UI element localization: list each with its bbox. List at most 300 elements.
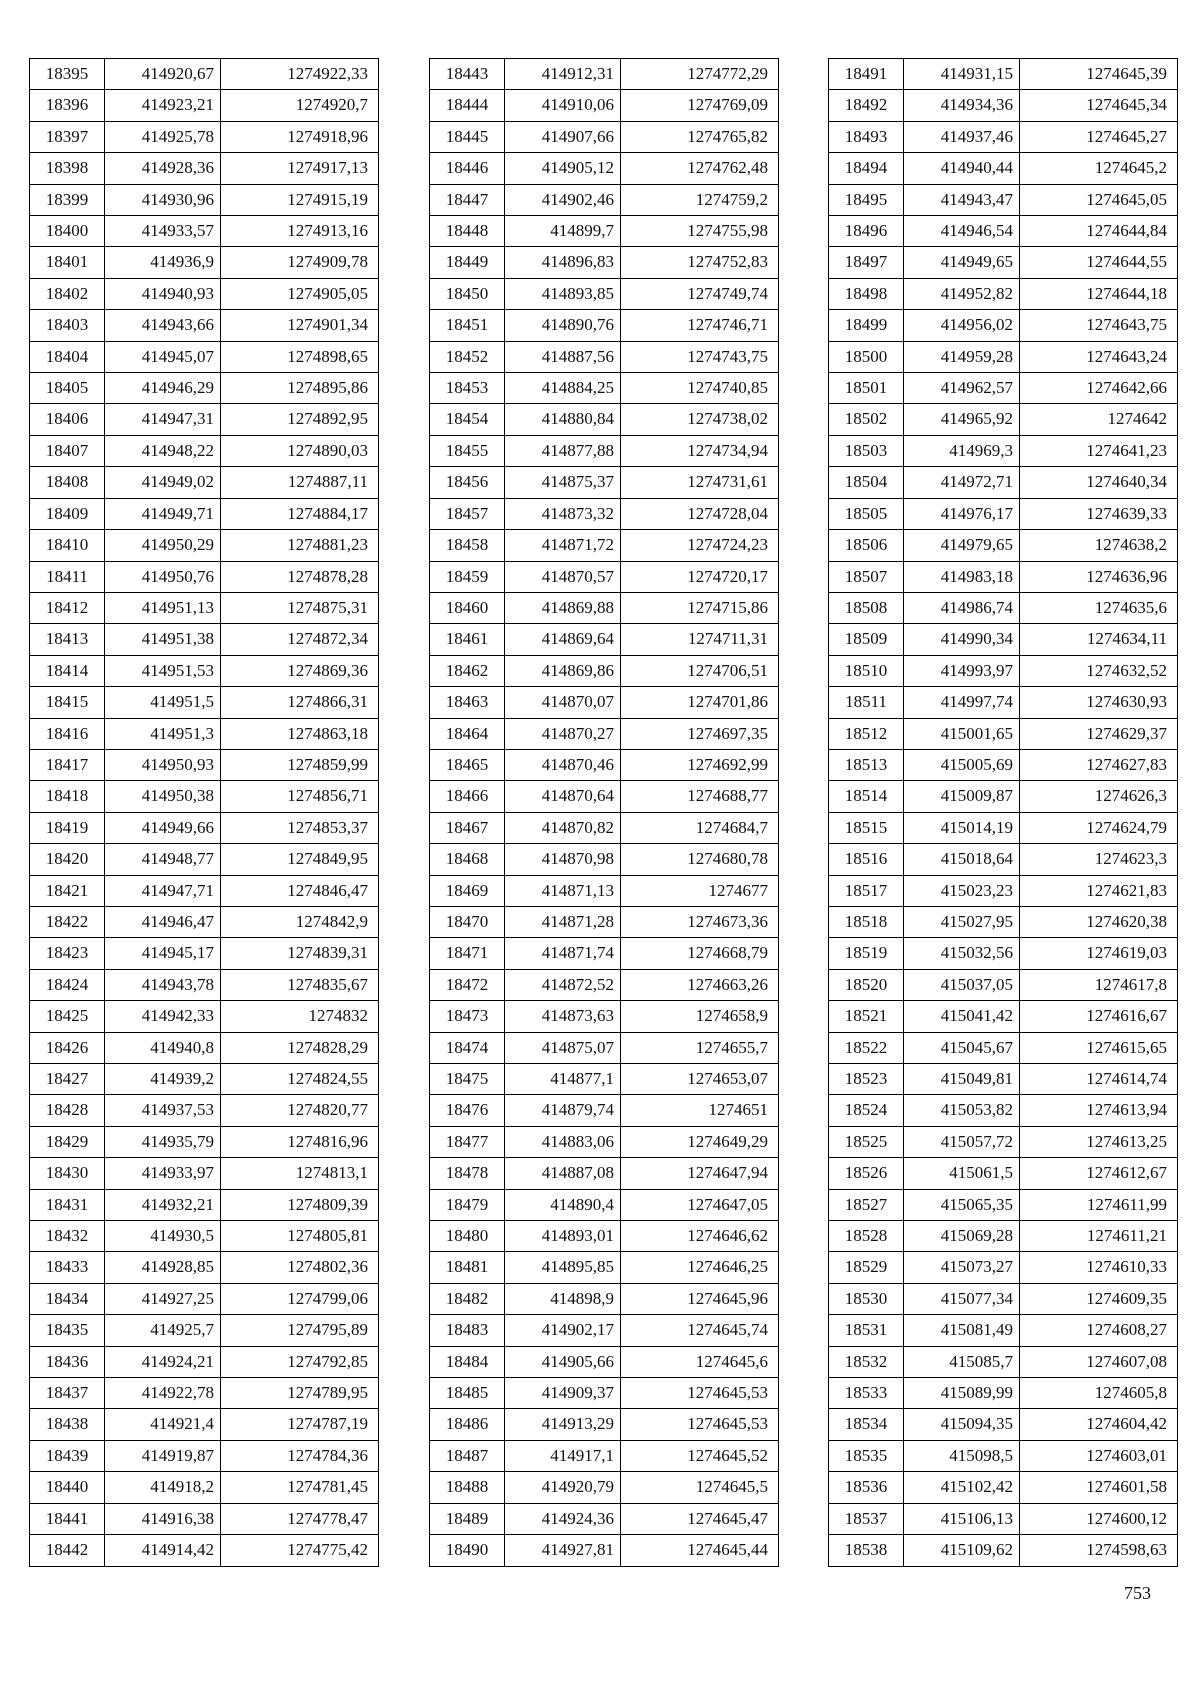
point-number-cell: 18448 (430, 216, 505, 247)
x-coordinate-cell: 414951,13 (105, 592, 221, 623)
x-coordinate-cell: 415009,87 (904, 781, 1020, 812)
table-row (829, 1503, 1178, 1534)
x-coordinate-cell: 414936,9 (105, 247, 221, 278)
x-coordinate-cell: 414939,2 (105, 1064, 221, 1095)
x-coordinate-cell: 414972,71 (904, 467, 1020, 498)
y-coordinate-cell: 1274828,29 (221, 1032, 379, 1063)
table-row (829, 1064, 1178, 1095)
table-row (829, 1001, 1178, 1032)
point-number-cell: 18427 (30, 1064, 105, 1095)
point-number-cell: 18410 (30, 530, 105, 561)
point-number-cell: 18474 (430, 1032, 505, 1063)
y-coordinate-cell: 1274866,31 (221, 687, 379, 718)
point-number-cell: 18432 (30, 1221, 105, 1252)
x-coordinate-cell: 414905,12 (505, 153, 621, 184)
y-coordinate-cell: 1274692,99 (621, 749, 779, 780)
y-coordinate-cell: 1274734,94 (621, 435, 779, 466)
x-coordinate-cell: 414950,38 (105, 781, 221, 812)
x-coordinate-cell: 414902,46 (505, 184, 621, 215)
point-number-cell: 18441 (30, 1503, 105, 1534)
x-coordinate-cell: 414870,07 (505, 687, 621, 718)
y-coordinate-cell: 1274765,82 (621, 121, 779, 152)
y-coordinate-cell: 1274621,83 (1020, 875, 1178, 906)
table-row (430, 184, 779, 215)
table-row (430, 247, 779, 278)
table-row (829, 1440, 1178, 1471)
table-row (430, 216, 779, 247)
table-row (30, 184, 379, 215)
point-number-cell: 18435 (30, 1315, 105, 1346)
y-coordinate-cell: 1274869,36 (221, 655, 379, 686)
point-number-cell: 18430 (30, 1158, 105, 1189)
table-row (430, 844, 779, 875)
table-row (430, 278, 779, 309)
point-number-cell: 18512 (829, 718, 904, 749)
point-number-cell: 18471 (430, 938, 505, 969)
x-coordinate-cell: 415089,99 (904, 1378, 1020, 1409)
y-coordinate-cell: 1274644,55 (1020, 247, 1178, 278)
table-row (430, 1064, 779, 1095)
y-coordinate-cell: 1274749,74 (621, 278, 779, 309)
y-coordinate-cell: 1274636,96 (1020, 561, 1178, 592)
page-number: 753 (1124, 1583, 1151, 1603)
point-number-cell: 18403 (30, 310, 105, 341)
y-coordinate-cell: 1274809,39 (221, 1189, 379, 1220)
table-row (430, 781, 779, 812)
table-row (430, 1535, 779, 1566)
table-row (30, 310, 379, 341)
y-coordinate-cell: 1274701,86 (621, 687, 779, 718)
x-coordinate-cell: 414946,54 (904, 216, 1020, 247)
table-row (430, 1126, 779, 1157)
point-number-cell: 18438 (30, 1409, 105, 1440)
table-row (30, 1221, 379, 1252)
point-number-cell: 18529 (829, 1252, 904, 1283)
x-coordinate-cell: 414910,06 (505, 90, 621, 121)
x-coordinate-cell: 414884,25 (505, 373, 621, 404)
x-coordinate-cell: 414943,66 (105, 310, 221, 341)
point-number-cell: 18527 (829, 1189, 904, 1220)
point-number-cell: 18517 (829, 875, 904, 906)
point-number-cell: 18434 (30, 1283, 105, 1314)
point-number-cell: 18436 (30, 1346, 105, 1377)
x-coordinate-cell: 415005,69 (904, 749, 1020, 780)
x-coordinate-cell: 414983,18 (904, 561, 1020, 592)
y-coordinate-cell: 1274813,1 (221, 1158, 379, 1189)
y-coordinate-cell: 1274740,85 (621, 373, 779, 404)
point-number-cell: 18459 (430, 561, 505, 592)
y-coordinate-cell: 1274600,12 (1020, 1503, 1178, 1534)
table-row (30, 749, 379, 780)
y-coordinate-cell: 1274859,99 (221, 749, 379, 780)
point-number-cell: 18454 (430, 404, 505, 435)
table-row (829, 341, 1178, 372)
y-coordinate-cell: 1274645,27 (1020, 121, 1178, 152)
point-number-cell: 18537 (829, 1503, 904, 1534)
x-coordinate-cell: 414927,81 (505, 1535, 621, 1566)
x-coordinate-cell: 415094,35 (904, 1409, 1020, 1440)
y-coordinate-cell: 1274872,34 (221, 624, 379, 655)
point-number-cell: 18473 (430, 1001, 505, 1032)
table-row (430, 498, 779, 529)
point-number-cell: 18453 (430, 373, 505, 404)
y-coordinate-cell: 1274731,61 (621, 467, 779, 498)
point-number-cell: 18457 (430, 498, 505, 529)
x-coordinate-cell: 414949,71 (105, 498, 221, 529)
table-row (30, 278, 379, 309)
x-coordinate-cell: 414873,32 (505, 498, 621, 529)
table-row (30, 592, 379, 623)
table-row (30, 844, 379, 875)
point-number-cell: 18500 (829, 341, 904, 372)
x-coordinate-cell: 414871,28 (505, 906, 621, 937)
y-coordinate-cell: 1274778,47 (221, 1503, 379, 1534)
y-coordinate-cell: 1274630,93 (1020, 687, 1178, 718)
y-coordinate-cell: 1274642,66 (1020, 373, 1178, 404)
x-coordinate-cell: 414951,3 (105, 718, 221, 749)
x-coordinate-cell: 414890,4 (505, 1189, 621, 1220)
y-coordinate-cell: 1274905,05 (221, 278, 379, 309)
x-coordinate-cell: 414947,31 (105, 404, 221, 435)
table-row (430, 812, 779, 843)
point-number-cell: 18439 (30, 1440, 105, 1471)
y-coordinate-cell: 1274640,34 (1020, 467, 1178, 498)
y-coordinate-cell: 1274853,37 (221, 812, 379, 843)
y-coordinate-cell: 1274627,83 (1020, 749, 1178, 780)
table-row (430, 59, 779, 90)
point-number-cell: 18466 (430, 781, 505, 812)
x-coordinate-cell: 414930,96 (105, 184, 221, 215)
y-coordinate-cell: 1274623,3 (1020, 844, 1178, 875)
x-coordinate-cell: 414871,72 (505, 530, 621, 561)
y-coordinate-cell: 1274601,58 (1020, 1472, 1178, 1503)
table-row (30, 1346, 379, 1377)
point-number-cell: 18528 (829, 1221, 904, 1252)
table-row (30, 655, 379, 686)
table-row (30, 59, 379, 90)
x-coordinate-cell: 414965,92 (904, 404, 1020, 435)
table-row (30, 1409, 379, 1440)
table-row (829, 121, 1178, 152)
table-row (30, 1126, 379, 1157)
y-coordinate-cell: 1274605,8 (1020, 1378, 1178, 1409)
y-coordinate-cell: 1274603,01 (1020, 1440, 1178, 1471)
y-coordinate-cell: 1274658,9 (621, 1001, 779, 1032)
x-coordinate-cell: 414937,53 (105, 1095, 221, 1126)
point-number-cell: 18532 (829, 1346, 904, 1377)
y-coordinate-cell: 1274711,31 (621, 624, 779, 655)
x-coordinate-cell: 414912,31 (505, 59, 621, 90)
point-number-cell: 18433 (30, 1252, 105, 1283)
point-number-cell: 18480 (430, 1221, 505, 1252)
table-row (430, 969, 779, 1000)
point-number-cell: 18486 (430, 1409, 505, 1440)
x-coordinate-cell: 414902,17 (505, 1315, 621, 1346)
table-row (30, 498, 379, 529)
table-row (829, 844, 1178, 875)
table-row (30, 906, 379, 937)
point-number-cell: 18494 (829, 153, 904, 184)
y-coordinate-cell: 1274642 (1020, 404, 1178, 435)
y-coordinate-cell: 1274635,6 (1020, 592, 1178, 623)
table-row (829, 1535, 1178, 1566)
x-coordinate-cell: 414879,74 (505, 1095, 621, 1126)
y-coordinate-cell: 1274645,05 (1020, 184, 1178, 215)
y-coordinate-cell: 1274643,24 (1020, 341, 1178, 372)
table-row (829, 1126, 1178, 1157)
x-coordinate-cell: 414887,56 (505, 341, 621, 372)
table-row (430, 906, 779, 937)
table-row (30, 1315, 379, 1346)
y-coordinate-cell: 1274646,25 (621, 1252, 779, 1283)
table-row (30, 1158, 379, 1189)
point-number-cell: 18395 (30, 59, 105, 90)
point-number-cell: 18502 (829, 404, 904, 435)
x-coordinate-cell: 414924,36 (505, 1503, 621, 1534)
point-number-cell: 18444 (430, 90, 505, 121)
x-coordinate-cell: 414951,53 (105, 655, 221, 686)
y-coordinate-cell: 1274645,6 (621, 1346, 779, 1377)
table-row (430, 938, 779, 969)
table-row (30, 1378, 379, 1409)
table-row (30, 121, 379, 152)
point-number-cell: 18408 (30, 467, 105, 498)
y-coordinate-cell: 1274784,36 (221, 1440, 379, 1471)
table-row (430, 1283, 779, 1314)
y-coordinate-cell: 1274835,67 (221, 969, 379, 1000)
table-row (829, 969, 1178, 1000)
y-coordinate-cell: 1274620,38 (1020, 906, 1178, 937)
y-coordinate-cell: 1274824,55 (221, 1064, 379, 1095)
table-row (430, 1409, 779, 1440)
x-coordinate-cell: 414924,21 (105, 1346, 221, 1377)
y-coordinate-cell: 1274639,33 (1020, 498, 1178, 529)
x-coordinate-cell: 414950,93 (105, 749, 221, 780)
x-coordinate-cell: 414940,8 (105, 1032, 221, 1063)
table-row (30, 1189, 379, 1220)
table-row (829, 1283, 1178, 1314)
x-coordinate-cell: 415077,34 (904, 1283, 1020, 1314)
x-coordinate-cell: 414937,46 (904, 121, 1020, 152)
table-row (829, 1378, 1178, 1409)
point-number-cell: 18409 (30, 498, 105, 529)
x-coordinate-cell: 414942,33 (105, 1001, 221, 1032)
table-row (430, 1158, 779, 1189)
table-row (829, 718, 1178, 749)
point-number-cell: 18468 (430, 844, 505, 875)
table-row (430, 1315, 779, 1346)
point-number-cell: 18428 (30, 1095, 105, 1126)
x-coordinate-cell: 414869,88 (505, 592, 621, 623)
x-coordinate-cell: 414959,28 (904, 341, 1020, 372)
table-row (829, 90, 1178, 121)
y-coordinate-cell: 1274645,34 (1020, 90, 1178, 121)
x-coordinate-cell: 414917,1 (505, 1440, 621, 1471)
y-coordinate-cell: 1274647,94 (621, 1158, 779, 1189)
table-row (829, 906, 1178, 937)
x-coordinate-cell: 414946,29 (105, 373, 221, 404)
point-number-cell: 18458 (430, 530, 505, 561)
x-coordinate-cell: 414870,27 (505, 718, 621, 749)
table-row (829, 1221, 1178, 1252)
y-coordinate-cell: 1274604,42 (1020, 1409, 1178, 1440)
table-row (30, 781, 379, 812)
point-number-cell: 18478 (430, 1158, 505, 1189)
table-row (430, 404, 779, 435)
point-number-cell: 18462 (430, 655, 505, 686)
x-coordinate-cell: 415073,27 (904, 1252, 1020, 1283)
table-row (829, 1095, 1178, 1126)
x-coordinate-cell: 415023,23 (904, 875, 1020, 906)
y-coordinate-cell: 1274846,47 (221, 875, 379, 906)
y-coordinate-cell: 1274884,17 (221, 498, 379, 529)
x-coordinate-cell: 414893,85 (505, 278, 621, 309)
x-coordinate-cell: 415106,13 (904, 1503, 1020, 1534)
y-coordinate-cell: 1274624,79 (1020, 812, 1178, 843)
x-coordinate-cell: 414948,22 (105, 435, 221, 466)
x-coordinate-cell: 415085,7 (904, 1346, 1020, 1377)
table-row (30, 812, 379, 843)
y-coordinate-cell: 1274922,33 (221, 59, 379, 90)
table-row (829, 59, 1178, 90)
table-row (430, 749, 779, 780)
table-row (829, 1409, 1178, 1440)
table-row (829, 592, 1178, 623)
table-row (30, 718, 379, 749)
x-coordinate-cell: 414925,7 (105, 1315, 221, 1346)
x-coordinate-cell: 414950,76 (105, 561, 221, 592)
table-row (430, 1001, 779, 1032)
table-row (430, 310, 779, 341)
y-coordinate-cell: 1274881,23 (221, 530, 379, 561)
y-coordinate-cell: 1274898,65 (221, 341, 379, 372)
point-number-cell: 18397 (30, 121, 105, 152)
point-number-cell: 18406 (30, 404, 105, 435)
table-row (30, 561, 379, 592)
point-number-cell: 18534 (829, 1409, 904, 1440)
table-row (30, 1252, 379, 1283)
table-row (430, 373, 779, 404)
table-row (430, 1472, 779, 1503)
y-coordinate-cell: 1274645,53 (621, 1409, 779, 1440)
y-coordinate-cell: 1274720,17 (621, 561, 779, 592)
x-coordinate-cell: 414935,79 (105, 1126, 221, 1157)
table-row (829, 530, 1178, 561)
x-coordinate-cell: 414934,36 (904, 90, 1020, 121)
point-number-cell: 18504 (829, 467, 904, 498)
x-coordinate-cell: 414870,82 (505, 812, 621, 843)
x-coordinate-cell: 414945,07 (105, 341, 221, 372)
y-coordinate-cell: 1274645,47 (621, 1503, 779, 1534)
point-number-cell: 18455 (430, 435, 505, 466)
point-number-cell: 18467 (430, 812, 505, 843)
point-number-cell: 18450 (430, 278, 505, 309)
point-number-cell: 18479 (430, 1189, 505, 1220)
y-coordinate-cell: 1274668,79 (621, 938, 779, 969)
table-row (829, 561, 1178, 592)
point-number-cell: 18492 (829, 90, 904, 121)
point-number-cell: 18506 (829, 530, 904, 561)
y-coordinate-cell: 1274706,51 (621, 655, 779, 686)
table-row (30, 1032, 379, 1063)
y-coordinate-cell: 1274789,95 (221, 1378, 379, 1409)
table-row (30, 530, 379, 561)
x-coordinate-cell: 415045,67 (904, 1032, 1020, 1063)
y-coordinate-cell: 1274792,85 (221, 1346, 379, 1377)
x-coordinate-cell: 414947,71 (105, 875, 221, 906)
point-number-cell: 18398 (30, 153, 105, 184)
table-row (430, 121, 779, 152)
point-number-cell: 18491 (829, 59, 904, 90)
table-row (30, 687, 379, 718)
y-coordinate-cell: 1274917,13 (221, 153, 379, 184)
y-coordinate-cell: 1274645,39 (1020, 59, 1178, 90)
point-number-cell: 18415 (30, 687, 105, 718)
y-coordinate-cell: 1274878,28 (221, 561, 379, 592)
point-number-cell: 18442 (30, 1535, 105, 1566)
y-coordinate-cell: 1274752,83 (621, 247, 779, 278)
point-number-cell: 18515 (829, 812, 904, 843)
y-coordinate-cell: 1274651 (621, 1095, 779, 1126)
x-coordinate-cell: 414870,46 (505, 749, 621, 780)
y-coordinate-cell: 1274875,31 (221, 592, 379, 623)
point-number-cell: 18524 (829, 1095, 904, 1126)
x-coordinate-cell: 414979,65 (904, 530, 1020, 561)
y-coordinate-cell: 1274607,08 (1020, 1346, 1178, 1377)
table-row (30, 969, 379, 1000)
point-number-cell: 18456 (430, 467, 505, 498)
y-coordinate-cell: 1274849,95 (221, 844, 379, 875)
x-coordinate-cell: 414919,87 (105, 1440, 221, 1471)
y-coordinate-cell: 1274619,03 (1020, 938, 1178, 969)
table-row (430, 341, 779, 372)
point-number-cell: 18483 (430, 1315, 505, 1346)
table-row (30, 1472, 379, 1503)
y-coordinate-cell: 1274641,23 (1020, 435, 1178, 466)
y-coordinate-cell: 1274629,37 (1020, 718, 1178, 749)
table-row (30, 435, 379, 466)
table-row (30, 1283, 379, 1314)
x-coordinate-cell: 415001,65 (904, 718, 1020, 749)
y-coordinate-cell: 1274612,67 (1020, 1158, 1178, 1189)
point-number-cell: 18489 (430, 1503, 505, 1534)
point-number-cell: 18501 (829, 373, 904, 404)
x-coordinate-cell: 414896,83 (505, 247, 621, 278)
x-coordinate-cell: 414870,57 (505, 561, 621, 592)
point-number-cell: 18416 (30, 718, 105, 749)
x-coordinate-cell: 414922,78 (105, 1378, 221, 1409)
table-row (829, 1032, 1178, 1063)
point-number-cell: 18399 (30, 184, 105, 215)
y-coordinate-cell: 1274645,96 (621, 1283, 779, 1314)
table-row (829, 655, 1178, 686)
y-coordinate-cell: 1274626,3 (1020, 781, 1178, 812)
x-coordinate-cell: 415049,81 (904, 1064, 1020, 1095)
x-coordinate-cell: 414872,52 (505, 969, 621, 1000)
x-coordinate-cell: 414883,06 (505, 1126, 621, 1157)
point-number-cell: 18536 (829, 1472, 904, 1503)
x-coordinate-cell: 415069,28 (904, 1221, 1020, 1252)
table-row (30, 341, 379, 372)
table-row (30, 624, 379, 655)
x-coordinate-cell: 414914,42 (105, 1535, 221, 1566)
x-coordinate-cell: 414943,78 (105, 969, 221, 1000)
x-coordinate-cell: 415109,62 (904, 1535, 1020, 1566)
y-coordinate-cell: 1274909,78 (221, 247, 379, 278)
y-coordinate-cell: 1274644,84 (1020, 216, 1178, 247)
point-number-cell: 18531 (829, 1315, 904, 1346)
point-number-cell: 18440 (30, 1472, 105, 1503)
